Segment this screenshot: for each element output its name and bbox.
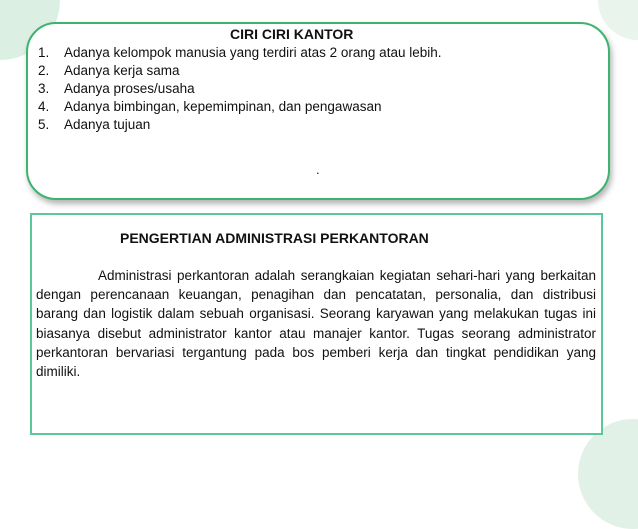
list-item-text: Adanya kerja sama xyxy=(64,63,180,78)
list-item-text: Adanya tujuan xyxy=(64,117,151,132)
list-item-number: 2. xyxy=(38,63,50,78)
list-item xyxy=(38,44,441,62)
trailing-dot: . xyxy=(316,162,320,177)
list-item-text: Adanya kelompok manusia yang terdiri atas 2 orang atau lebih. xyxy=(64,45,442,60)
list-item xyxy=(38,80,441,98)
pengertian-paragraph: Administrasi perkantoran adalah serangkaian kegiatan sehari-hari yang berkaitan dengan perencanaan keuangan, penagihan dan pencatatan, personalia, dan distribusi barang dan logistik dalam sebuah organisasi. Seorang karyawan yang melakukan tugas ini biasanya disebut administrator kantor atau manajer kantor. Tugas seorang administrator perkantoran bervariasi tergantung pada bos pemberi kerja dan tingkat pendidikan yang dimiliki. xyxy=(36,268,596,380)
list-item-number: 3. xyxy=(38,81,50,96)
list-item-text: Adanya bimbingan, kepemimpinan, dan pengawasan xyxy=(64,99,382,114)
pengertian-title: PENGERTIAN ADMINISTRASI PERKANTORAN xyxy=(120,230,429,246)
ciri-kantor-title: CIRI CIRI KANTOR xyxy=(230,26,354,42)
list-item-number: 1. xyxy=(38,45,50,60)
list-item xyxy=(38,62,441,80)
list-item xyxy=(38,116,441,134)
list-item-number: 4. xyxy=(38,99,50,114)
list-item-number: 5. xyxy=(38,117,50,132)
ciri-kantor-list xyxy=(38,44,441,134)
corner-decoration-bottom-right xyxy=(578,419,638,529)
list-item-text: Adanya proses/usaha xyxy=(64,81,195,96)
list-item xyxy=(38,98,441,116)
